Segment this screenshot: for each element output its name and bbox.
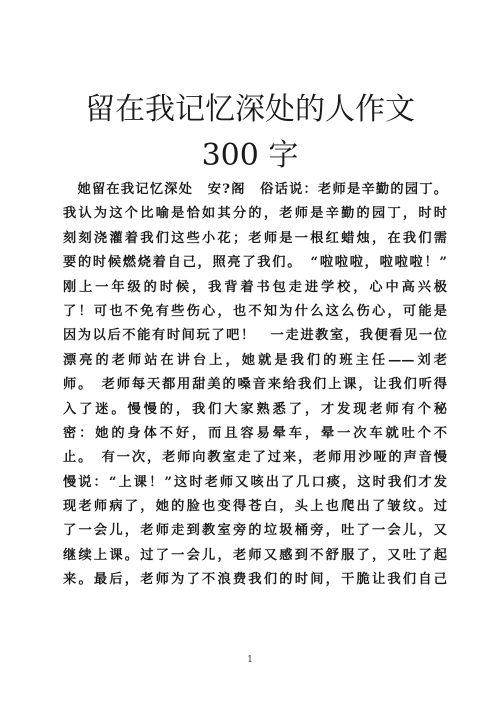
body-line: 现老师病了，她的脸也变得苍白，头上也爬出了皱纹。过 [63,499,447,515]
body-line: 要的时候燃烧着自己，照亮了我们。 “啦啦啦，啦啦啦！” [63,255,447,271]
body-line: 刚上一年级的时候，我背着书包走进学校，心中高兴极 [63,279,447,295]
title-line-1: 留在我记忆深处的人作文 [85,92,415,127]
body-line: 漂亮的老师站在讲台上，她就是我们的班主任——刘老 [63,352,447,368]
body-line: 她留在我记忆深处 安?阁 俗话说：老师是辛勤的园丁。 [63,182,447,197]
body-line: 止。 有一次，老师向教室走了过来，老师用沙哑的声音慢 [63,450,447,466]
document-body [63,178,447,593]
body-line: 了！可也不免有些伤心，也不知为什么这么伤心，可能是 [63,303,447,319]
body-line: 继续上课。过了一会儿，老师又感到不舒服了，又吐了起 [63,547,447,563]
body-line: 刻刻浇灌着我们这些小花；老师是一根红蜡烛，在我们需 [63,230,447,246]
document-title [60,87,440,179]
body-line: 师。 老师每天都用甜美的嗓音来给我们上课，让我们听得 [63,377,447,393]
body-line: 了一会儿，老师走到教室旁的垃圾桶旁，吐了一会儿，又 [63,523,447,539]
body-line: 入了迷。慢慢的，我们大家熟悉了，才发现老师有个秘 [63,401,447,417]
body-line: 我认为这个比喻是恰如其分的，老师是辛勤的园丁，时时 [63,206,447,222]
body-line: 因为以后不能有时间玩了吧！ 一走进教室，我便看见一位 [63,328,447,344]
body-line: 慢说：“上课！”这时老师又咳出了几口痰，这时我们才发 [63,474,447,490]
body-line: 来。最后，老师为了不浪费我们的时间，干脆让我们自己 [63,572,447,588]
page-number: 1 [247,655,253,665]
title-line-2: 300 字 [201,138,299,173]
body-line: 密：她的身体不好，而且容易晕车，晕一次车就吐个不 [63,425,447,441]
